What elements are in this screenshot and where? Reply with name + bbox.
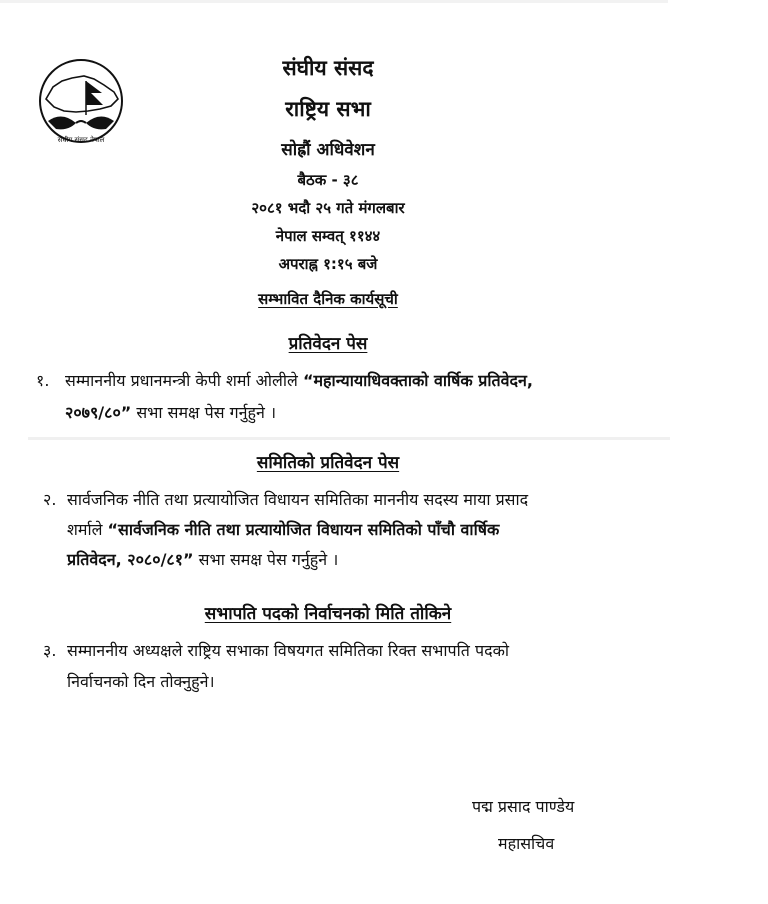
agenda-title: सम्भावित दैनिक कार्यसूची bbox=[258, 290, 398, 308]
title-national-assembly: राष्ट्रिय सभा bbox=[285, 97, 371, 121]
section-heading-report: प्रतिवेदन पेस bbox=[288, 334, 368, 354]
meeting-time: अपराह्न १:१५ बजे bbox=[278, 255, 378, 273]
session-title: सोह्रौं अधिवेशन bbox=[281, 140, 375, 160]
item-text: शर्माले bbox=[67, 520, 108, 539]
item-text: निर्वाचनको दिन तोक्नुहुने। bbox=[67, 672, 215, 691]
nepal-samvat-date: नेपाल सम्वत् ११४४ bbox=[275, 227, 381, 245]
section-heading-chair-election: सभापति पदको निर्वाचनको मिति तोकिने bbox=[204, 604, 452, 624]
item-text: सभा समक्ष पेस गर्नुहुने । bbox=[193, 550, 339, 569]
agenda-item-2-line-3 bbox=[67, 550, 338, 570]
item-text: सभा समक्ष पेस गर्नुहुने । bbox=[131, 403, 277, 422]
item-text: सार्वजनिक नीति तथा प्रत्यायोजित विधायन समितिका माननीय सदस्य माया प्रसाद bbox=[67, 490, 529, 509]
meeting-number: बैठक - ३८ bbox=[297, 171, 359, 189]
faint-divider bbox=[28, 437, 670, 440]
section-heading-committee-report: समितिको प्रतिवेदन पेस bbox=[256, 453, 400, 473]
item-text: सम्माननीय अध्यक्षले राष्ट्रिय सभाका विषयगत समितिका रिक्त सभापति पदको bbox=[67, 641, 510, 660]
report-title: “महान्यायाधिवक्ताको वार्षिक प्रतिवेदन, bbox=[302, 371, 533, 390]
committee-report-title-year: प्रतिवेदन, २०८०/८१” bbox=[67, 550, 194, 569]
top-divider bbox=[0, 0, 668, 3]
agenda-item-3-line-1 bbox=[43, 641, 509, 661]
committee-report-title: “सार्वजनिक नीति तथा प्रत्यायोजित विधायन समितिको पाँचौ वार्षिक bbox=[107, 520, 500, 539]
parliament-emblem-logo bbox=[38, 59, 124, 149]
signatory-name: पद्म प्रसाद पाण्डेय bbox=[472, 797, 575, 816]
item-number: २. bbox=[43, 490, 57, 509]
emblem-text: संघीय संसद नेपाल bbox=[57, 136, 105, 144]
agenda-item-1-line-2 bbox=[65, 403, 276, 423]
item-number: १. bbox=[36, 371, 50, 390]
signatory-designation: महासचिव bbox=[498, 834, 555, 853]
agenda-item-3-line-2 bbox=[67, 672, 215, 692]
agenda-item-2-line-2 bbox=[67, 520, 499, 540]
item-number: ३. bbox=[43, 641, 57, 660]
agenda-item-2-line-1 bbox=[43, 490, 528, 510]
meeting-date: २०८१ भदौ २५ गते मंगलबार bbox=[251, 199, 405, 217]
title-federal-parliament: संघीय संसद bbox=[282, 56, 374, 80]
item-text: सम्माननीय प्रधानमन्त्री केपी शर्मा ओलीले bbox=[65, 371, 303, 390]
report-title-year: २०७९/८०” bbox=[65, 403, 132, 422]
agenda-item-1-line-1 bbox=[36, 371, 533, 391]
